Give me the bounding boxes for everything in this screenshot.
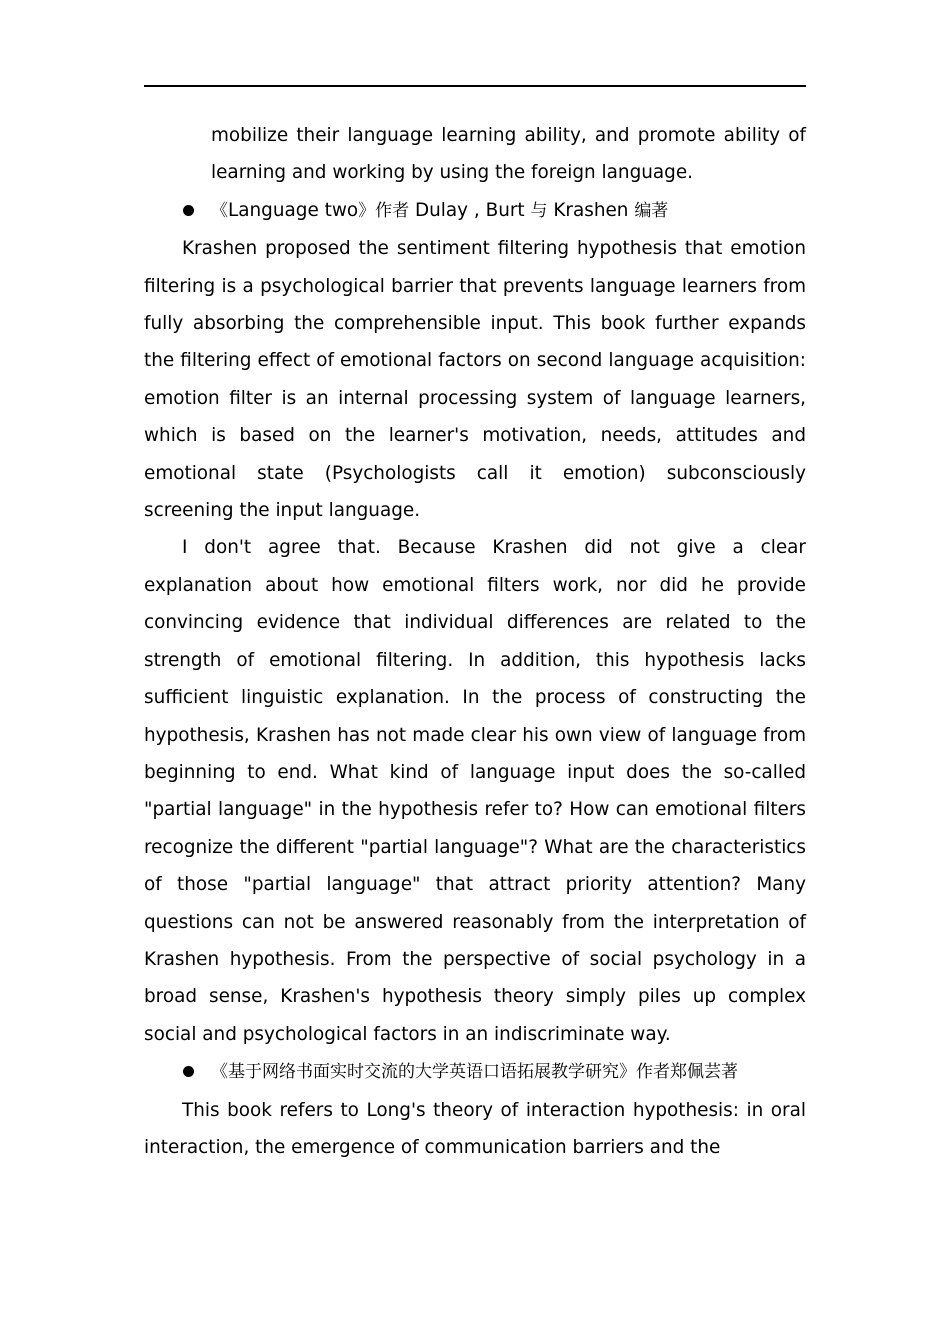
author-prefix: 作者: [375, 200, 410, 221]
authors: Dulay , Burt: [414, 199, 531, 221]
body-paragraph: This book refers to Long's theory of interaction hypothesis: in oral interaction, the emergence of communication barriers and the: [144, 1099, 806, 1158]
header-rule: [144, 85, 806, 87]
title-open-mark: 《: [211, 200, 228, 221]
document-body: [144, 117, 806, 1166]
author-krashen: Krashen: [553, 199, 629, 221]
book-title: Language two: [228, 199, 359, 221]
body-paragraph: Krashen proposed the sentiment filtering hypothesis that emotion filtering is a psychological barrier that prevents language learners from fully absorbing the comprehensible input. This book further expands the filtering effect of emotional factors on second language acquisition: emotion filter is an internal processing system of language learners, which is based on the learner's motivation, needs, attitudes and emotional state (Psychologists call it emotion) subconsciously screening the input language.: [144, 238, 806, 522]
body-paragraph: I don't agree that. Because Krashen did not give a clear explanation about how emotional filters work, nor did he provide convincing evidence that individual differences are related to the strength of emotional filtering. In addition, this hypothesis lacks sufficient linguistic explanation. In the process of constructing the hypothesis, Krashen has not made clear his own view of language from beginning to end. What kind of language input does the so-called "partial language" in the hypothesis refer to? How can emotional filters recognize the different "partial language"? What are the characteristics of those "partial language" that attract priority attention? Many questions can not be answered reasonably from the interpretation of Krashen hypothesis. From the perspective of social psychology in a broad sense, Krashen's hypothesis theory simply piles up complex social and psychological factors in an indiscriminate way.: [144, 537, 806, 1045]
reference-item-chinese-book: [144, 1053, 806, 1091]
chinese-book-reference: 《基于网络书面实时交流的大学英语口语拓展教学研究》作者郑佩芸著: [211, 1062, 738, 1083]
continuation-paragraph: mobilize their language learning ability, and promote ability of learning and working by using the foreign language.: [211, 125, 806, 184]
compiled-suffix: 编著: [634, 200, 669, 221]
author-conjunction: 与: [530, 200, 548, 221]
title-close-mark: 》: [358, 200, 376, 221]
reference-item-language-two: [144, 192, 806, 230]
bullet-dot-icon: [183, 1066, 194, 1077]
bullet-dot-icon: [183, 205, 194, 216]
